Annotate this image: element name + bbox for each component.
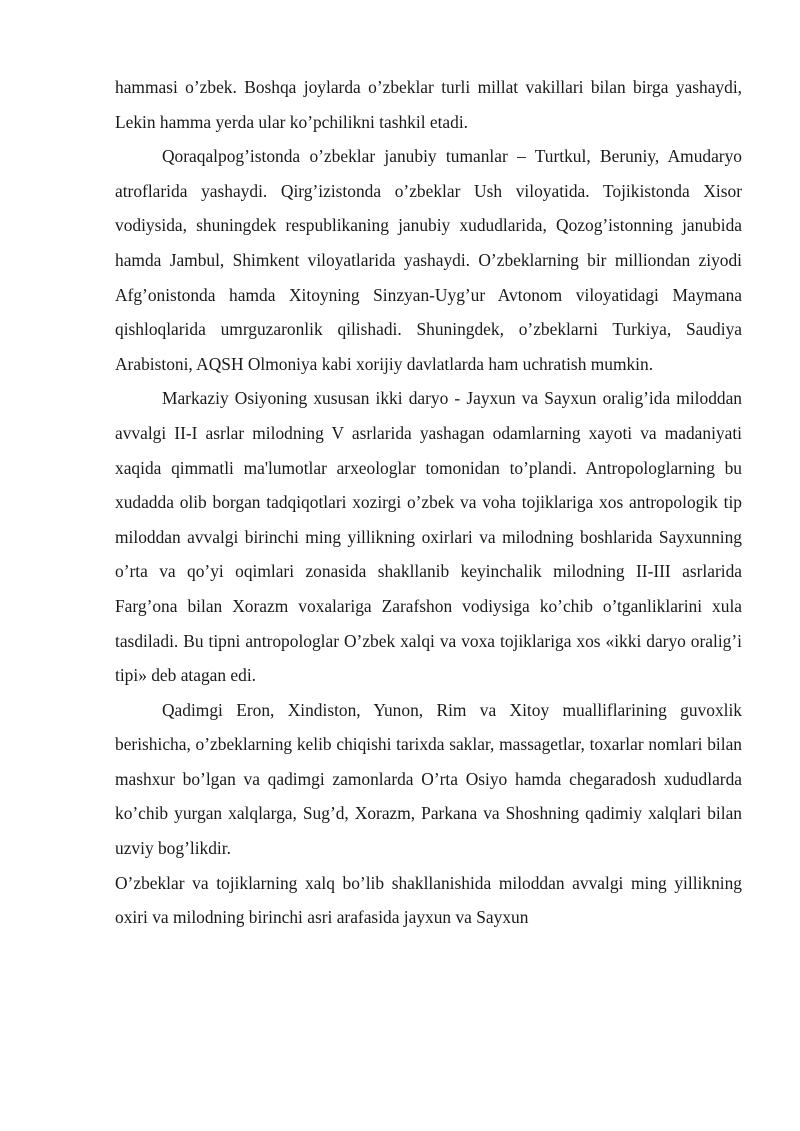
paragraph-2: Qoraqalpog’istonda o’zbeklar janubiy tumanlar – Turtkul, Beruniy, Amudaryo atroflarida yashaydi. Qirg’izistonda o’zbeklar Ush viloyatida. Tojikistonda Xisor vodiysida, shuningdek respublikaning janubiy xududlarida, Qozog’istonning janubida hamda Jambul, Shimkent viloyatlarida yashaydi. O’zbeklarning bir milliondan ziyodi Afg’onistonda hamda Xitoyning Sinzyan-Uyg’ur Avtonom viloyatidagi Maymana qishloqlarida umrguzaronlik qilishadi. Shuningdek, o’zbeklarni Turkiya, Saudiya Arabistoni, AQSH Olmoniya kabi xorijiy davlatlarda ham uchratish mumkin. <box>115 146 742 374</box>
paragraph-1: hammasi o’zbek. Boshqa joylarda o’zbeklar turli millat vakillari bilan birga yashaydi, Lekin hamma yerda ular ko’pchilikni tashkil etadi. <box>115 77 742 132</box>
paragraph-4: Qadimgi Eron, Xindiston, Yunon, Rim va Xitoy mualliflarining guvoxlik berishicha, o’zbeklarning kelib chiqishi tarixda saklar, massagetlar, toxarlar nomlari bilan mashxur bo’lgan va qadimgi zamonlarda O’rta Osiyo hamda chegaradosh xududlarda ko’chib yurgan xalqlarga, Sug’d, Xorazm, Parkana va Shoshning qadimiy xalqlari bilan uzviy bog’likdir. <box>115 699 742 859</box>
paragraph-5: O’zbeklar va tojiklarning xalq bo’lib shakllanishida miloddan avvalgi ming yillikning oxiri va milodning birinchi asri arafasida jayxun va Sayxun <box>115 872 742 928</box>
paragraph-3: Markaziy Osiyoning xususan ikki daryo - Jayxun va Sayxun oralig’ida miloddan avvalgi II-I asrlar milodning V asrlarida yashagan odamlarning xayoti va madaniyati xaqida qimmatli ma'lumotlar arxeologlar tomonidan to’plandi. Antropologlarning bu xudadda olib borgan tadqiqotlari xozirgi o’zbek va voha tojiklariga xos antropologik tip miloddan avvalgi birinchi ming yillikning oxirlari va milodning boshlarida Sayxunning o’rta va qo’yi oqimlari zonasida shakllanib keyinchalik milodning II-III asrlarida Farg’ona bilan Xorazm voxalariga Zarafshon vodiysiga ko’chib o’tganliklarini xula tasdiladi. Bu tipni antropologlar O’zbek xalqi va voxa tojiklariga xos «ikki daryo oralig’i tipi» deb atagan edi. <box>115 388 742 686</box>
document-page <box>115 70 742 935</box>
